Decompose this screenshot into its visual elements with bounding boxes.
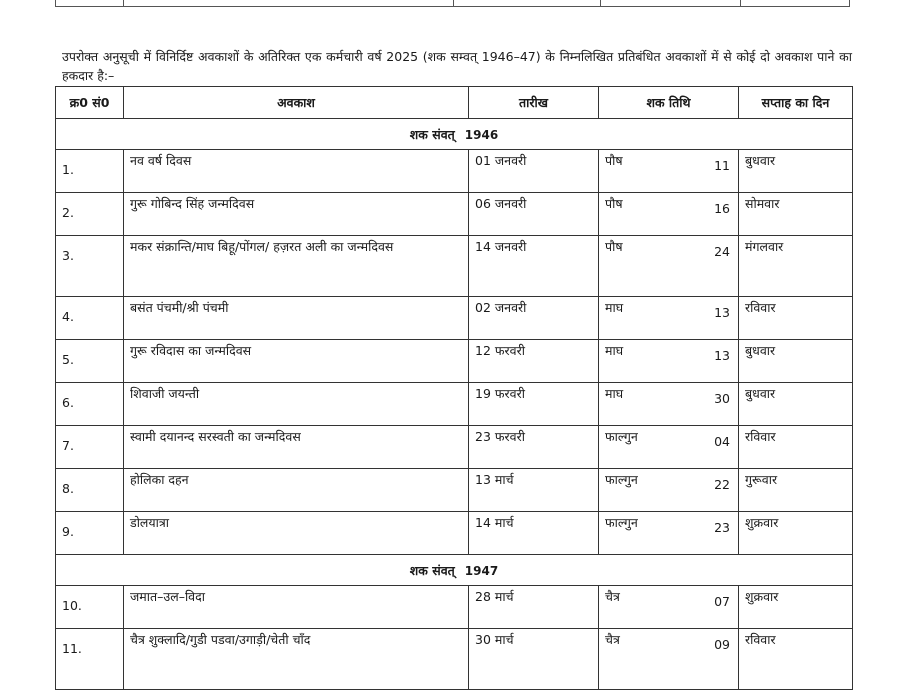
table-row [56, 236, 853, 297]
cell-holiday: चैत्र शुक्लादि/गुडी पडवा/उगाड़ी/चेती चाँद [124, 629, 469, 690]
cell-date: 12 फरवरी [469, 340, 599, 383]
cell-holiday: जमात–उल–विदा [124, 586, 469, 629]
section-header-row [56, 119, 853, 150]
cell-date: 02 जनवरी [469, 297, 599, 340]
cell-holiday: बसंत पंचमी/श्री पंचमी [124, 297, 469, 340]
cell-date: 14 मार्च [469, 512, 599, 555]
cell-sno: 2. [56, 193, 124, 236]
cell-date: 19 फरवरी [469, 383, 599, 426]
cell-sno: 4. [56, 297, 124, 340]
saka-month: चैत्र [605, 589, 620, 604]
header-weekday: सप्ताह का दिन [739, 87, 853, 119]
table-header-row [56, 87, 853, 119]
cell-sno: 6. [56, 383, 124, 426]
cell-holiday: स्वामी दयानन्द सरस्वती का जन्मदिवस [124, 426, 469, 469]
table-row [56, 586, 853, 629]
cell-weekday: रविवार [739, 629, 853, 690]
section-label: शक संवत् [409, 562, 455, 578]
saka-day: 11 [714, 158, 730, 173]
header-holiday: अवकाश [124, 87, 469, 119]
table-row [56, 469, 853, 512]
cell-weekday: मंगलवार [739, 236, 853, 297]
cell-sno: 7. [56, 426, 124, 469]
cell-weekday: बुधवार [739, 340, 853, 383]
table-row [56, 383, 853, 426]
saka-day: 13 [714, 305, 730, 320]
table-row [56, 629, 853, 690]
cell-weekday: रविवार [739, 297, 853, 340]
cell-saka-date [599, 340, 739, 383]
section-header-row [56, 555, 853, 586]
table-row [56, 340, 853, 383]
cell-saka-date [599, 150, 739, 193]
saka-day: 24 [714, 244, 730, 259]
previous-table-fragment [55, 0, 850, 7]
cell-weekday: शुक्रवार [739, 512, 853, 555]
cell-weekday: गुरूवार [739, 469, 853, 512]
cell-weekday: रविवार [739, 426, 853, 469]
table-row [56, 426, 853, 469]
cell-saka-date [599, 193, 739, 236]
cell-saka-date [599, 236, 739, 297]
header-date: तारीख [469, 87, 599, 119]
header-saka-date: शक तिथि [599, 87, 739, 119]
section-year: 1946 [464, 127, 499, 142]
saka-month: पौष [605, 196, 623, 211]
cell-holiday: डोलयात्रा [124, 512, 469, 555]
saka-day: 22 [714, 477, 730, 492]
saka-month: माघ [605, 300, 624, 315]
table-row [56, 150, 853, 193]
cell-weekday: बुधवार [739, 383, 853, 426]
cell-sno: 8. [56, 469, 124, 512]
saka-day: 30 [714, 391, 730, 406]
cell-date: 13 मार्च [469, 469, 599, 512]
saka-month: चैत्र [605, 632, 620, 647]
cell-weekday: सोमवार [739, 193, 853, 236]
table-row [56, 297, 853, 340]
cell-holiday: गुरू रविदास का जन्मदिवस [124, 340, 469, 383]
cell-holiday: नव वर्ष दिवस [124, 150, 469, 193]
cell-saka-date [599, 383, 739, 426]
cell-date: 14 जनवरी [469, 236, 599, 297]
cell-date: 28 मार्च [469, 586, 599, 629]
saka-month: फाल्गुन [605, 429, 638, 444]
cell-holiday: होलिका दहन [124, 469, 469, 512]
cell-saka-date [599, 586, 739, 629]
restricted-holidays-table [55, 86, 853, 690]
cell-saka-date [599, 469, 739, 512]
section-label: शक संवत् [409, 126, 455, 142]
header-sno: क्र0 सं0 [56, 87, 124, 119]
cell-holiday: गुरू गोबिन्द सिंह जन्मदिवस [124, 193, 469, 236]
intro-paragraph: उपरोक्त अनुसूची में विनिर्दिष्ट अवकाशों के अतिरिक्त एक कर्मचारी वर्ष 2025 (शक सम्वत् 1946–47) के निम्नलिखित प्रतिबंधित अवकाशों में से कोई दो अवकाश पाने का हकदार है:– [62, 48, 852, 83]
table-row [56, 512, 853, 555]
cell-date: 30 मार्च [469, 629, 599, 690]
cell-saka-date [599, 297, 739, 340]
saka-month: माघ [605, 343, 624, 358]
saka-day: 04 [714, 434, 730, 449]
cell-date: 01 जनवरी [469, 150, 599, 193]
cell-holiday: मकर संक्रान्ति/माघ बिहू/पोंगल/ हज़रत अली का जन्मदिवस [124, 236, 469, 297]
saka-month: पौष [605, 239, 623, 254]
cell-saka-date [599, 629, 739, 690]
saka-month: फाल्गुन [605, 515, 638, 530]
saka-day: 09 [714, 637, 730, 652]
saka-day: 16 [714, 201, 730, 216]
saka-month: पौष [605, 153, 623, 168]
cell-saka-date [599, 512, 739, 555]
cell-weekday: शुक्रवार [739, 586, 853, 629]
cell-sno: 1. [56, 150, 124, 193]
saka-month: माघ [605, 386, 624, 401]
saka-day: 23 [714, 520, 730, 535]
section-year: 1947 [464, 563, 499, 578]
cell-date: 23 फरवरी [469, 426, 599, 469]
cell-sno: 10. [56, 586, 124, 629]
cell-sno: 5. [56, 340, 124, 383]
cell-saka-date [599, 426, 739, 469]
saka-day: 07 [714, 594, 730, 609]
cell-date: 06 जनवरी [469, 193, 599, 236]
cell-holiday: शिवाजी जयन्ती [124, 383, 469, 426]
table-body [56, 119, 853, 690]
cell-weekday: बुधवार [739, 150, 853, 193]
table-row [56, 193, 853, 236]
cell-sno: 11. [56, 629, 124, 690]
cell-sno: 3. [56, 236, 124, 297]
cell-sno: 9. [56, 512, 124, 555]
saka-month: फाल्गुन [605, 472, 638, 487]
saka-day: 13 [714, 348, 730, 363]
